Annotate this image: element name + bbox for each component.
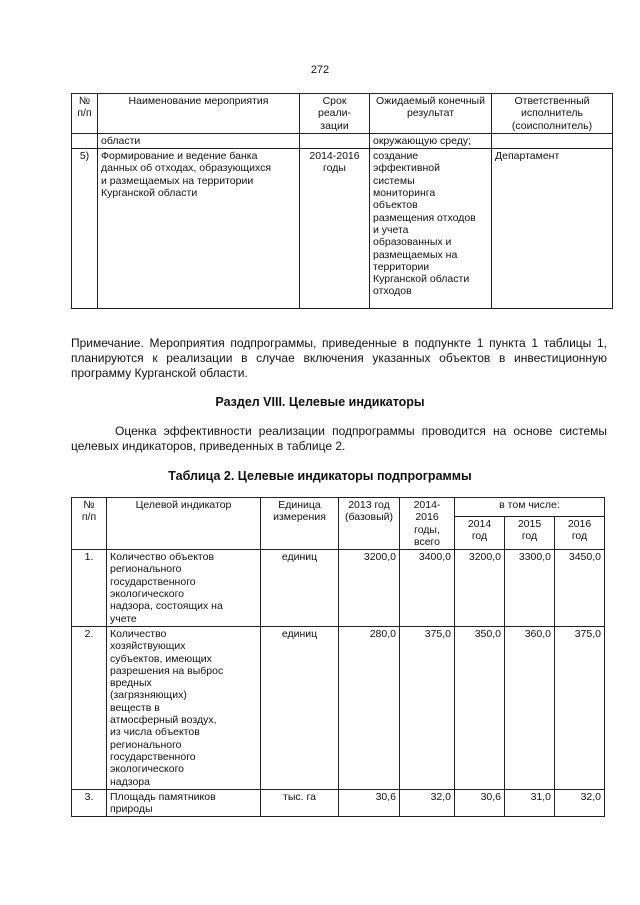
- row-2016: 32,0: [555, 789, 605, 817]
- row-total: 32,0: [400, 789, 455, 817]
- col-total-header: 2014- 2016 годы, всего: [400, 498, 455, 550]
- table-row: [72, 149, 613, 309]
- row-term: [300, 133, 370, 148]
- row-2014: 350,0: [455, 626, 505, 789]
- row-unit: единиц: [261, 550, 339, 627]
- row-indicator: Площадь памятников природы: [107, 789, 261, 817]
- row-2014: 3200,0: [455, 550, 505, 627]
- table-header-row: [72, 94, 613, 134]
- measures-table: [71, 93, 613, 309]
- row-2015: 31,0: [505, 789, 555, 817]
- row-unit: единиц: [261, 626, 339, 789]
- row-name: Формирование и ведение банка данных об отходах, образующихся и размещаемых на территории Курганской области: [98, 149, 300, 309]
- table-header-row: [72, 498, 605, 517]
- col-2014-header: 2014 год: [455, 516, 505, 550]
- col-2015-header: 2015 год: [505, 516, 555, 550]
- row-term: 2014-2016 годы: [300, 149, 370, 309]
- table-row: [72, 550, 605, 627]
- row-2016: 3450,0: [555, 550, 605, 627]
- col-result-header: Ожидаемый конечный результат: [370, 94, 492, 134]
- col-exec-header: Ответственный исполнитель (соисполнитель): [492, 94, 613, 134]
- col-indicator-header: Целевой индикатор: [107, 498, 261, 550]
- row-num: 1.: [72, 550, 107, 627]
- row-2014: 30,6: [455, 789, 505, 817]
- col-num-header: № п/п: [72, 498, 107, 550]
- col-name-header: Наименование мероприятия: [98, 94, 300, 134]
- col-2013-header: 2013 год (базовый): [339, 498, 400, 550]
- row-2016: 375,0: [555, 626, 605, 789]
- table-row: [72, 626, 605, 789]
- row-2013: 3200,0: [339, 550, 400, 627]
- row-total: 3400,0: [400, 550, 455, 627]
- row-2013: 280,0: [339, 626, 400, 789]
- page-number: 272: [310, 64, 330, 76]
- row-2013: 30,6: [339, 789, 400, 817]
- row-total: 375,0: [400, 626, 455, 789]
- table2-title: Таблица 2. Целевые индикаторы подпрограммы: [168, 469, 472, 483]
- col-including-header: в том числе:: [455, 498, 605, 517]
- row-2015: 360,0: [505, 626, 555, 789]
- col-num-header: № п/п: [72, 94, 98, 134]
- row-result: окружающую среду;: [370, 133, 492, 148]
- col-unit-header: Единица измерения: [261, 498, 339, 550]
- row-unit: тыс. га: [261, 789, 339, 817]
- table-row: [72, 789, 605, 817]
- row-result: создание эффективной системы мониторинга объектов размещения отходов и учета образованных и размещаемых на территории Курганской области отходов: [370, 149, 492, 309]
- row-num: [72, 133, 98, 148]
- row-num: 5): [72, 149, 98, 309]
- row-exec: Департамент: [492, 149, 613, 309]
- col-term-header: Срок реали- зации: [300, 94, 370, 134]
- table-row: [72, 133, 613, 148]
- section-title: Раздел VIII. Целевые индикаторы: [215, 395, 425, 409]
- row-indicator: Количество хозяйствующих субъектов, имеющих разрешения на выброс вредных (загрязняющих) веществ в атмосферный воздух, из числа объектов регионального государственного экологического надзора: [107, 626, 261, 789]
- row-indicator: Количество объектов регионального государственного экологического надзора, состоящих на учете: [107, 550, 261, 627]
- row-num: 2.: [72, 626, 107, 789]
- col-2016-header: 2016 год: [555, 516, 605, 550]
- indicators-table: [71, 497, 605, 817]
- row-num: 3.: [72, 789, 107, 817]
- section-paragraph: Оценка эффективности реализации подпрограммы проводится на основе системы целевых индикаторов, приведенных в таблице 2.: [71, 424, 607, 453]
- row-exec: [492, 133, 613, 148]
- note-text: Примечание. Мероприятия подпрограммы, приведенные в подпункте 1 пункта 1 таблицы 1, планируются к реализации в случае включения указанных объектов в инвестиционную программу Курганской области.: [71, 336, 607, 380]
- row-2015: 3300,0: [505, 550, 555, 627]
- row-name: области: [98, 133, 300, 148]
